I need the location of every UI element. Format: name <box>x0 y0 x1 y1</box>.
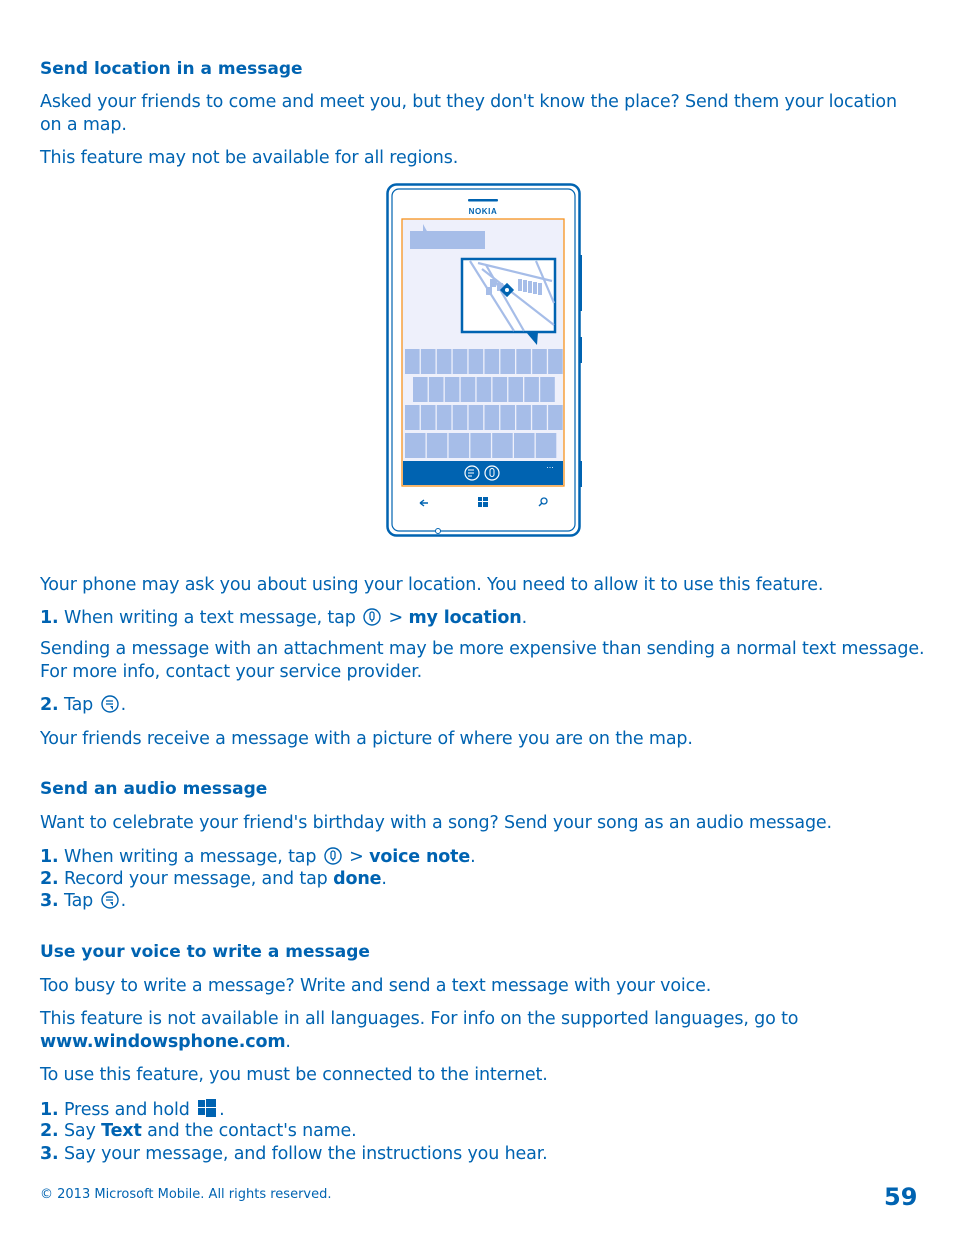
keyboard-key <box>514 433 535 458</box>
keyboard-key <box>405 349 420 374</box>
step-number: 1. <box>40 608 59 628</box>
audio-step-3 <box>40 890 126 913</box>
keyboard-key <box>485 349 500 374</box>
keyboard-key <box>405 405 420 430</box>
keyboard-key <box>427 433 448 458</box>
keyboard-key <box>421 405 436 430</box>
step-separator: > <box>349 847 364 867</box>
keyboard-key <box>536 433 557 458</box>
voice-internet-note: To use this feature, you must be connected to the internet. <box>40 1065 548 1085</box>
step-text: Record your message, and tap <box>63 869 328 889</box>
keyboard-key <box>485 405 500 430</box>
keyboard-key <box>421 349 436 374</box>
send-icon <box>101 891 119 909</box>
keyboard-key <box>492 433 513 458</box>
step-number: 1. <box>40 847 59 867</box>
location-intro-line1: Asked your friends to come and meet you, but they don't know the place? Send them your location <box>40 92 897 112</box>
link-end: . <box>285 1032 291 1052</box>
keyboard-key <box>500 405 515 430</box>
step-number: 2. <box>40 695 59 715</box>
windows-icon <box>197 1098 217 1118</box>
step-text: Press and hold <box>63 1100 190 1120</box>
keyboard-key <box>437 405 452 430</box>
section-heading-voice: Use your voice to write a message <box>40 942 370 962</box>
section-heading-audio: Send an audio message <box>40 779 268 799</box>
keyboard-key <box>453 405 468 430</box>
cost-note-line1: Sending a message with an attachment may be more expensive than sending a normal text message. <box>40 639 925 659</box>
step-text: Tap <box>63 891 94 911</box>
voice-intro: Too busy to write a message? Write and send a text message with your voice. <box>40 976 712 996</box>
keyboard-key <box>532 349 547 374</box>
voice-step-1 <box>40 1098 225 1122</box>
step-text: Say your message, and follow the instructions you hear. <box>63 1144 548 1164</box>
keyboard-key <box>413 377 428 402</box>
step-end: . <box>120 891 126 911</box>
step-end: . <box>381 869 387 889</box>
microphone-icon <box>363 608 381 626</box>
step-end: . <box>470 847 476 867</box>
keyboard-key <box>508 377 523 402</box>
keyboard-key <box>469 405 484 430</box>
section-heading-location: Send location in a message <box>40 59 303 79</box>
keyboard-key <box>532 405 547 430</box>
voice-language-note: This feature is not available in all languages. For info on the supported languages, go to <box>40 1009 799 1029</box>
keyboard-key <box>469 349 484 374</box>
keyboard-key <box>449 433 470 458</box>
step-separator: > <box>388 608 404 628</box>
voice-note-option: voice note <box>369 847 471 867</box>
step-end: . <box>219 1100 225 1120</box>
step-number: 2. <box>40 869 59 889</box>
keyboard-key <box>548 405 563 430</box>
step-number: 3. <box>40 891 59 911</box>
audio-step-2 <box>40 868 387 891</box>
keyboard-key <box>516 405 531 430</box>
voice-step-2 <box>40 1120 357 1143</box>
keyboard-key <box>445 377 460 402</box>
keyboard-key <box>405 433 426 458</box>
keyboard-key <box>453 349 468 374</box>
my-location-option: my location <box>408 608 522 628</box>
location-availability-note: This feature may not be available for all regions. <box>40 148 459 168</box>
audio-intro: Want to celebrate your friend's birthday with a song? Send your song as an audio message. <box>40 813 832 833</box>
step-text: Tap <box>63 695 94 715</box>
keyboard-key <box>493 377 508 402</box>
page-number: 59 <box>884 1183 918 1211</box>
phone-illustration <box>386 183 582 538</box>
keyboard-key <box>477 377 492 402</box>
keyboard-key <box>524 377 539 402</box>
step-text: Say <box>63 1121 96 1141</box>
keyboard-key <box>470 433 491 458</box>
step-end: . <box>521 608 528 628</box>
step-text: When writing a text message, tap <box>63 608 356 628</box>
location-result: Your friends receive a message with a picture of where you are on the map. <box>40 729 693 749</box>
keyboard-key <box>516 349 531 374</box>
keyboard-key <box>500 349 515 374</box>
cost-note-line2: For more info, contact your service provider. <box>40 662 423 682</box>
app-bar-more: ... <box>546 461 554 470</box>
microphone-icon <box>324 847 342 865</box>
step-text: When writing a message, tap <box>63 847 317 867</box>
location-intro-line2: on a map. <box>40 115 127 135</box>
send-icon <box>101 695 119 713</box>
step-text-rest: and the contact's name. <box>147 1121 357 1141</box>
step-number: 2. <box>40 1121 59 1141</box>
voice-link-line <box>40 1031 291 1054</box>
location-step-1 <box>40 607 527 630</box>
keyboard-key <box>461 377 476 402</box>
step-number: 1. <box>40 1100 59 1120</box>
step-number: 3. <box>40 1144 59 1164</box>
copyright: © 2013 Microsoft Mobile. All rights reserved. <box>40 1187 332 1202</box>
keyboard-key <box>548 349 563 374</box>
voice-step-3 <box>40 1143 548 1166</box>
phone-brand: NOKIA <box>468 207 498 216</box>
keyboard-key <box>429 377 444 402</box>
keyboard-key <box>437 349 452 374</box>
text-command: Text <box>101 1121 142 1141</box>
keyboard-key <box>540 377 555 402</box>
location-permission-note: Your phone may ask you about using your location. You need to allow it to use this feature. <box>40 575 824 595</box>
audio-step-1 <box>40 846 476 869</box>
windowsphone-link[interactable]: www.windowsphone.com <box>40 1032 286 1052</box>
done-option: done <box>333 869 382 889</box>
step-end: . <box>120 695 126 715</box>
location-step-2 <box>40 694 126 717</box>
